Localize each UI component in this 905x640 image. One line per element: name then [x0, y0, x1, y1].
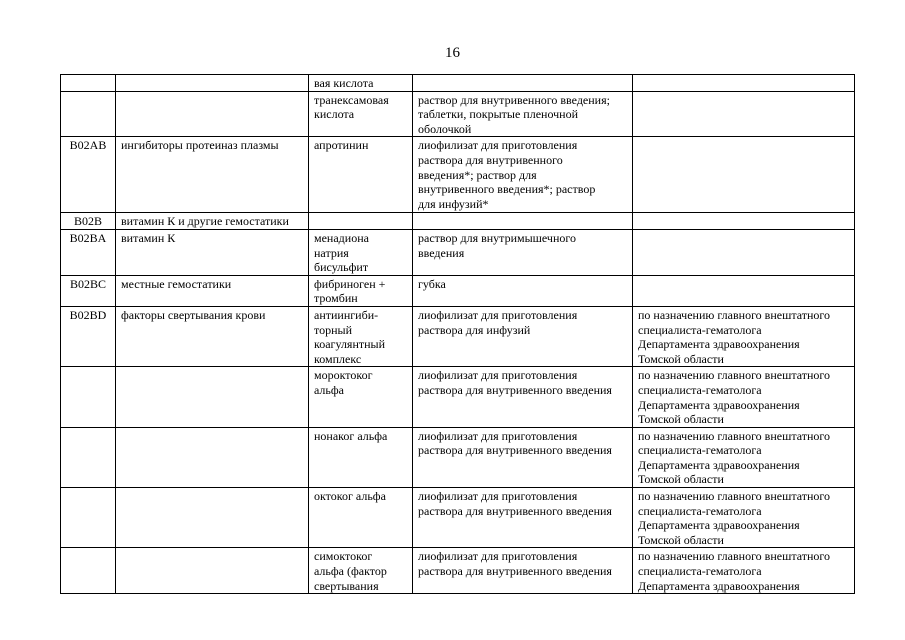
cell-line: Томской области — [638, 532, 724, 547]
note-cell — [633, 213, 855, 230]
cell-line: введения — [418, 245, 465, 260]
table-row — [61, 275, 855, 306]
form-cell — [413, 137, 633, 213]
cell-line: коагулянтный — [314, 337, 386, 352]
drug-cell — [309, 367, 413, 427]
cell-line: специалиста-гематолога — [638, 443, 762, 458]
drug-cell — [309, 137, 413, 213]
cell-line: Томской области — [638, 351, 724, 366]
cell-line: Департамента здравоохранения — [638, 518, 800, 533]
cell-line: раствора для инфузий — [418, 322, 531, 337]
note-cell — [633, 548, 855, 594]
drug-cell — [309, 75, 413, 92]
cell-line: нонаког альфа — [314, 428, 388, 443]
cell-line: Департамента здравоохранения — [638, 457, 800, 472]
cell-line: октоког альфа — [314, 489, 386, 504]
form-cell — [413, 213, 633, 230]
note-cell — [633, 75, 855, 92]
atc-code-cell: B02B — [61, 213, 116, 230]
note-cell — [633, 306, 855, 366]
group-cell — [116, 427, 309, 487]
atc-code-cell — [61, 548, 116, 594]
cell-line: по назначению главного внештатного — [638, 489, 831, 504]
drug-cell — [309, 548, 413, 594]
drug-cell — [309, 427, 413, 487]
cell-line: оболочкой — [418, 121, 472, 136]
cell-line: раствора для внутривенного введения — [418, 382, 612, 397]
atc-code-cell: B02BD — [61, 306, 116, 366]
cell-line: Департамента здравоохранения — [638, 578, 800, 593]
cell-line: симоктоког — [314, 549, 373, 564]
group-cell — [116, 488, 309, 548]
drug-cell — [309, 488, 413, 548]
group-cell: ингибиторы протеиназ плазмы — [116, 137, 309, 213]
group-cell: местные гемостатики — [116, 275, 309, 306]
group-cell — [116, 91, 309, 137]
cell-line: натрия — [314, 245, 349, 260]
cell-line: специалиста-гематолога — [638, 322, 762, 337]
cell-line: по назначению главного внештатного — [638, 368, 831, 383]
cell-line: Департамента здравоохранения — [638, 337, 800, 352]
table-row — [61, 91, 855, 137]
group-cell — [116, 75, 309, 92]
cell-line: специалиста-гематолога — [638, 564, 762, 579]
cell-line: комплекс — [314, 351, 362, 366]
note-cell — [633, 427, 855, 487]
cell-line: тромбин — [314, 291, 358, 306]
cell-line: лиофилизат для приготовления — [418, 489, 578, 504]
drug-cell — [309, 91, 413, 137]
cell-line: Томской области — [638, 472, 724, 487]
form-cell — [413, 75, 633, 92]
table-row — [61, 75, 855, 92]
table-row — [61, 427, 855, 487]
cell-line: Департамента здравоохранения — [638, 397, 800, 412]
cell-line: лиофилизат для приготовления — [418, 307, 578, 322]
table-row — [61, 548, 855, 594]
cell-line: раствора для внутривенного введения — [418, 503, 612, 518]
table-body — [61, 75, 855, 594]
atc-code-cell: B02BC — [61, 275, 116, 306]
cell-line: для инфузий* — [418, 196, 489, 211]
cell-line: таблетки, покрытые пленочной — [418, 107, 579, 122]
form-cell — [413, 275, 633, 306]
note-cell — [633, 275, 855, 306]
group-cell: факторы свертывания крови — [116, 306, 309, 366]
drug-table — [60, 74, 855, 594]
form-cell — [413, 306, 633, 366]
form-cell — [413, 367, 633, 427]
cell-line: альфа (фактор — [314, 564, 387, 579]
cell-line: торный — [314, 322, 352, 337]
group-cell: витамин К — [116, 229, 309, 275]
cell-line: Томской области — [638, 412, 724, 427]
cell-line: бисульфит — [314, 260, 369, 275]
cell-line: раствор для внутривенного введения; — [418, 92, 610, 107]
note-cell — [633, 367, 855, 427]
atc-code-cell — [61, 75, 116, 92]
atc-code-cell — [61, 427, 116, 487]
atc-code-cell: B02BA — [61, 229, 116, 275]
form-cell — [413, 427, 633, 487]
table-row — [61, 213, 855, 230]
atc-code-cell — [61, 367, 116, 427]
note-cell — [633, 91, 855, 137]
cell-line: по назначению главного внештатного — [638, 307, 831, 322]
note-cell — [633, 488, 855, 548]
cell-line: менадиона — [314, 230, 369, 245]
cell-line: фибриноген + — [314, 276, 386, 291]
form-cell — [413, 91, 633, 137]
drug-cell — [309, 229, 413, 275]
cell-line: введения*; раствор для — [418, 167, 537, 182]
cell-line: свертывания — [314, 578, 379, 593]
cell-line: антиингиби- — [314, 307, 379, 322]
cell-line: транексамовая — [314, 92, 389, 107]
cell-line: по назначению главного внештатного — [638, 549, 831, 564]
cell-line: внутривенного введения*; раствор — [418, 182, 596, 197]
atc-code-cell — [61, 488, 116, 548]
cell-line: губка — [418, 276, 446, 291]
table-row — [61, 137, 855, 213]
drug-cell — [309, 275, 413, 306]
drug-cell — [309, 306, 413, 366]
cell-line: альфа — [314, 382, 344, 397]
cell-line: мороктоког — [314, 368, 373, 383]
group-cell — [116, 548, 309, 594]
table-row — [61, 367, 855, 427]
cell-line: лиофилизат для приготовления — [418, 368, 578, 383]
note-cell — [633, 137, 855, 213]
drug-cell — [309, 213, 413, 230]
cell-line: апротинин — [314, 138, 369, 153]
form-cell — [413, 488, 633, 548]
cell-line: раствора для внутривенного — [418, 152, 563, 167]
cell-line: лиофилизат для приготовления — [418, 138, 578, 153]
form-cell — [413, 548, 633, 594]
table-row — [61, 306, 855, 366]
table-row — [61, 488, 855, 548]
form-cell — [413, 229, 633, 275]
cell-line: специалиста-гематолога — [638, 382, 762, 397]
atc-code-cell — [61, 91, 116, 137]
cell-line: лиофилизат для приготовления — [418, 549, 578, 564]
table-row — [61, 229, 855, 275]
cell-line: специалиста-гематолога — [638, 503, 762, 518]
group-cell: витамин К и другие гемостатики — [116, 213, 309, 230]
page-number: 16 — [445, 45, 460, 61]
cell-line: раствор для внутримышечного — [418, 230, 576, 245]
note-cell — [633, 229, 855, 275]
atc-code-cell: B02AB — [61, 137, 116, 213]
cell-line: кислота — [314, 107, 355, 122]
cell-line: лиофилизат для приготовления — [418, 428, 578, 443]
cell-line: вая кислота — [314, 76, 374, 90]
cell-line: раствора для внутривенного введения — [418, 443, 612, 458]
cell-line: по назначению главного внештатного — [638, 428, 831, 443]
cell-line: раствора для внутривенного введения — [418, 564, 612, 579]
group-cell — [116, 367, 309, 427]
